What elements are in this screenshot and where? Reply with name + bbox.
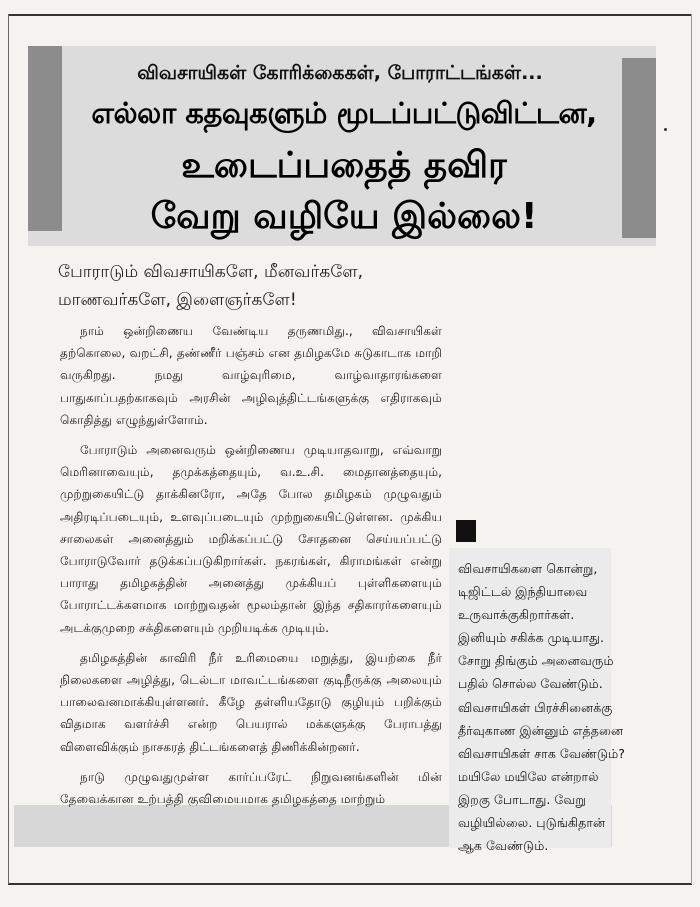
body-paragraph-4: நாடு முழுவதுமுள்ள கார்ப்பரேட் நிறுவனங்களின் மின் தேவைக்கான உற்பத்தி குவிமையமாக தமிழகத்தை மாற்றும் (60, 769, 442, 807)
left-rule (8, 14, 9, 884)
sidebar-text (458, 557, 625, 857)
greeting-line-1: போராடும் விவசாயிகளே, மீனவர்களே, (58, 262, 364, 282)
sidebar-line: விவசாயிகள் சாக வேண்டும்? (458, 745, 625, 761)
bottom-rule (8, 883, 692, 885)
body-paragraph-1: நாம் ஒன்றிணைய வேண்டிய தருணமிது., விவசாயிகள் தற்கொலை, வறட்சி, தண்ணீர் பஞ்சம் என தமிழகமே சுடுகாடாக மாறி வருகிறது. நமது வாழ்வுரிமை, வாழ்வாதாரங்களை பாதுகாப்பதற்காகவும் அரசின் அழிவுத்திட்டங்களுக்கு எதிராகவும் கொதித்து எழுந்துள்ளோம். (60, 324, 442, 427)
headline-line-1: எல்லா கதவுகளும் மூடப்பட்டுவிட்டன, (91, 96, 597, 130)
sidebar-line: பதில் சொல்ல வேண்டும். (458, 676, 603, 692)
sidebar-line: உருவாக்குகிறார்கள். (458, 607, 575, 623)
banner-left-bar (28, 46, 62, 231)
sidebar-line: இறகு போடாது. வேறு (458, 791, 586, 807)
kicker-text: விவசாயிகள் கோரிக்கைகள், போராட்டங்கள்... (137, 62, 543, 84)
headline-line-3: வேறு வழியே இல்லை! (150, 196, 538, 237)
sidebar-line: மயிலே மயிலே என்றால் (458, 768, 599, 784)
margin-dot (664, 128, 667, 131)
headline-line-2: உடைப்பதைத் தவிர (181, 145, 507, 186)
sidebar-line: வழியில்லை. புடுங்கிதான் (458, 815, 606, 831)
body-paragraph-2: போராடும் அனைவரும் ஒன்றிணைய முடியாதவாறு, எவ்வாறு மெரினாவையும், தமுக்கத்தையும், வ.உ.சி. மைதானத்தையும், முற்றுகையிட்டு தாக்கினரோ, அதே போல தமிழகம் முழுவதும் அதிரடிப்படையும், உளவுப்படையும் முற்றுகையிட்டுள்ளன. முக்கிய சாலைகள் அனைத்தும் மறிக்கப்பட்டு சோதனை செய்யப்பட்டு போராடுவோர் தடுக்கப்படுகிறார்கள். நகரங்கள், கிராமங்கள் என்று பாராது தமிழகத்தின் அனைத்து முக்கியப் புள்ளிகளையும் போராட்டக்களமாக மாற்றுவதன் மூலம்தான் இந்த சதிகாரர்களையும் அடக்குமுறை சக்திகளையும் முறியடிக்க முடியும். (60, 443, 442, 635)
top-rule (8, 14, 692, 16)
greeting-line-2: மாணவர்களே, இளைஞர்களே! (58, 290, 297, 310)
sidebar-line: டிஜிட்டல் இந்தியாவை (458, 584, 588, 600)
banner-right-bar (622, 58, 656, 238)
greeting (58, 258, 478, 314)
sidebar-line: விவசாயிகள் பிரச்சினைக்கு (458, 699, 613, 715)
article-body (60, 320, 442, 818)
sidebar-line: சோறு திங்கும் அனைவரும் (458, 653, 614, 669)
sidebar-marker-square (456, 520, 476, 542)
sidebar-line: தீர்வுகாண இன்னும் எத்தனை (458, 722, 624, 738)
body-paragraph-3: தமிழகத்தின் காவிரி நீர் உரிமையை மறுத்து, இயற்கை நீர் நிலைகளை அழித்து, டெல்டா மாவட்டங்களை குடிநீருக்கு அலையும் பாலைவனமாக்கியுள்ளனர். கீழே தள்ளியதோடு குழியும் பறிக்கும் விதமாக வளர்ச்சி என்ற பெயரால் மக்களுக்கு பேராபத்து விளைவிக்கும் நாசகரத் திட்டங்களைத் திணிக்கின்றனர். (60, 650, 442, 754)
sidebar-line: ஆக வேண்டும். (458, 838, 549, 854)
right-rule (691, 14, 692, 884)
sidebar-line: இனியும் சகிக்க முடியாது. (458, 630, 604, 646)
sidebar-line: விவசாயிகளை கொன்று, (458, 561, 598, 576)
